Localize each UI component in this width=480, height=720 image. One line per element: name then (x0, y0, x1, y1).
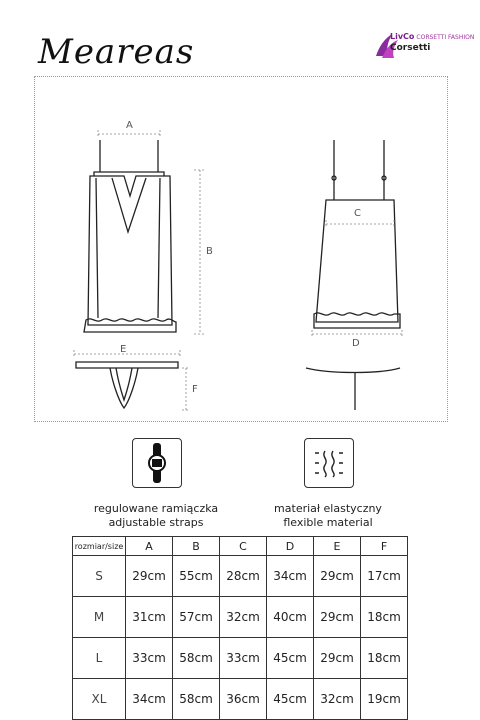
size-header-col: B (173, 537, 220, 556)
table-row (73, 679, 408, 720)
size-cell: 17cm (361, 556, 408, 597)
measure-label-c: C (354, 208, 361, 219)
front-thong-outline (76, 362, 178, 368)
size-header-col: F (361, 537, 408, 556)
adjustable-strap-icon (132, 438, 182, 488)
size-cell: 57cm (173, 597, 220, 638)
size-header-col: D (267, 537, 314, 556)
feature-caption-material: materiał elastyczny flexible material (274, 502, 382, 529)
back-chemise-outline (334, 140, 384, 200)
size-cell: 34cm (126, 679, 173, 720)
front-chemise-outline (100, 140, 158, 172)
size-table (72, 536, 408, 720)
size-cell: 28cm (220, 556, 267, 597)
flexible-material-icon (304, 438, 354, 488)
size-cell: 29cm (314, 638, 361, 679)
feature-caption-straps: regulowane ramiączka adjustable straps (93, 502, 219, 529)
measure-label-f: F (192, 384, 198, 395)
size-label: S (73, 556, 126, 597)
logo-text-bottom: Corsetti (390, 43, 431, 53)
measure-label-d: D (352, 338, 360, 349)
logo-text-top: LivCo CORSETTI FASHION (390, 32, 475, 41)
size-cell: 29cm (126, 556, 173, 597)
product-title: Meareas (38, 32, 195, 72)
size-cell: 40cm (267, 597, 314, 638)
size-cell: 29cm (314, 597, 361, 638)
measure-label-b: B (206, 246, 213, 257)
size-cell: 18cm (361, 638, 408, 679)
table-row (73, 638, 408, 679)
size-table-header (73, 537, 408, 556)
measure-label-e: E (120, 344, 127, 355)
back-thong-outline (306, 368, 400, 373)
size-cell: 45cm (267, 679, 314, 720)
table-row (73, 556, 408, 597)
size-cell: 29cm (314, 556, 361, 597)
size-cell: 58cm (173, 638, 220, 679)
size-cell: 33cm (220, 638, 267, 679)
table-row (73, 597, 408, 638)
size-cell: 19cm (361, 679, 408, 720)
size-cell: 34cm (267, 556, 314, 597)
size-header-col: C (220, 537, 267, 556)
size-cell: 32cm (220, 597, 267, 638)
size-cell: 18cm (361, 597, 408, 638)
size-header-col: A (126, 537, 173, 556)
size-label: L (73, 638, 126, 679)
size-cell: 58cm (173, 679, 220, 720)
size-label: XL (73, 679, 126, 720)
measure-label-a: A (126, 120, 133, 131)
size-cell: 45cm (267, 638, 314, 679)
size-header-col: E (314, 537, 361, 556)
size-cell: 33cm (126, 638, 173, 679)
size-cell: 55cm (173, 556, 220, 597)
size-header-corner: rozmiar/size (73, 537, 126, 556)
size-cell: 32cm (314, 679, 361, 720)
size-label: M (73, 597, 126, 638)
size-cell: 31cm (126, 597, 173, 638)
size-cell: 36cm (220, 679, 267, 720)
